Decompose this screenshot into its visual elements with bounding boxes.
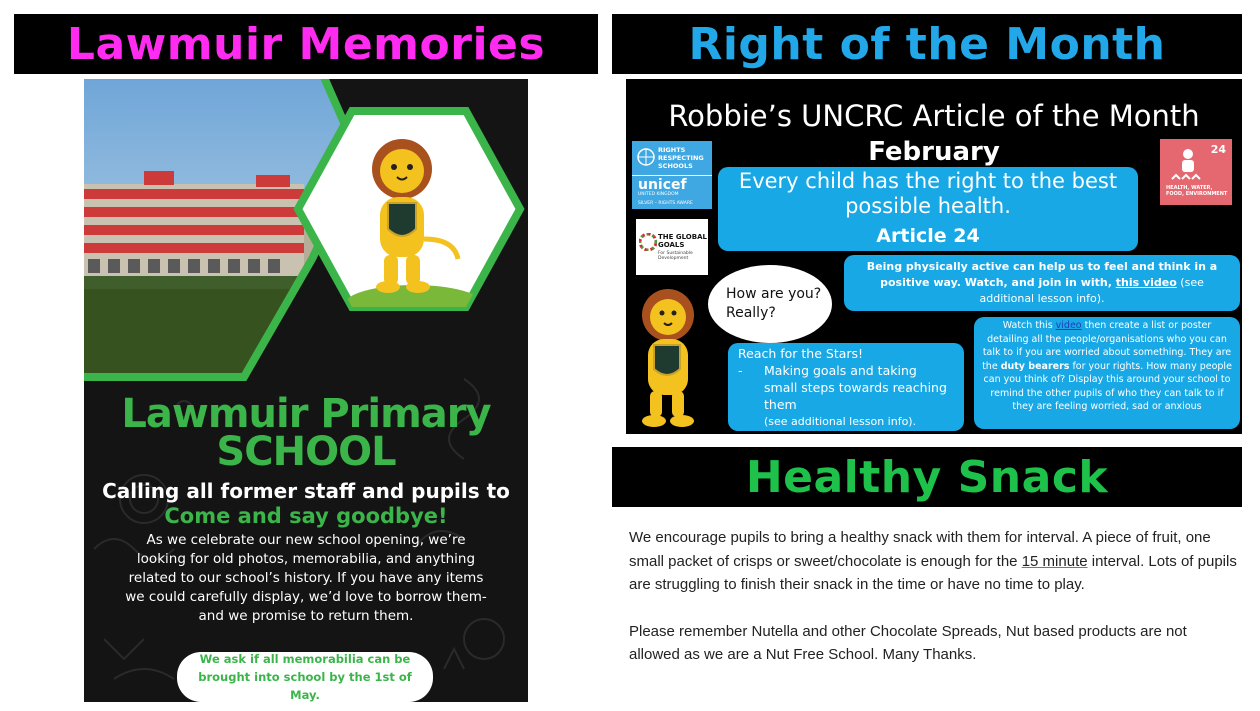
fifteen-minute-text: 15 minute: [1021, 552, 1088, 570]
article-number: Article 24: [876, 225, 980, 247]
right-of-the-month-panel: [626, 79, 1242, 434]
snack-paragraph-2: Please remember Nutella and other Chocolate Spreads, Nut based products are not allowed as we are a Nut Free School. Many Thanks.: [629, 622, 1187, 663]
sdg-number: 24: [1210, 143, 1226, 156]
healthy-snack-banner: Healthy Snack: [612, 447, 1242, 507]
unicef-rights-badge: [632, 141, 712, 209]
right-of-the-month-banner: Right of the Month: [612, 14, 1242, 74]
right-statement-box: [718, 167, 1138, 251]
bubble-line1: How are you?: [726, 286, 822, 302]
rrs-text: RIGHTS RESPECTING SCHOOLS: [658, 146, 704, 170]
video-link[interactable]: video: [1055, 320, 1082, 331]
global-goals-wheel-icon: [639, 233, 657, 251]
poster-call-heading: Calling all former staff and pupils to: [102, 479, 510, 503]
rrs-header: [632, 141, 712, 176]
reach-for-stars-box: [728, 343, 964, 431]
duty-bearers-text: duty bearers: [1000, 360, 1070, 372]
lawmuir-memories-banner: Lawmuir Memories: [14, 14, 598, 74]
bubble-line2: Really?: [726, 305, 776, 321]
snack-paragraph-1: We encourage pupils to bring a healthy snack with them for interval. A piece of fruit, one small packet of crisps or sweet/chocolate is enough for the 15 minute interval. Lots of pupils are struggling to finish their snack in the time or have no time to play.: [629, 529, 1237, 593]
poster-goodbye-heading: Come and say goodbye!: [164, 504, 448, 528]
stars-note: (see additional lesson info).: [764, 415, 917, 428]
poster-deadline-notice: We ask if all memorabilia can be brought into school by the 1st of May.: [177, 652, 433, 702]
sdg-label: HEALTH, WATER, FOOD, ENVIRONMENT: [1166, 185, 1228, 197]
rotm-title: Robbie’s UNCRC Article of the Month: [668, 99, 1200, 133]
healthy-snack-text: [629, 526, 1237, 667]
global-goals-sub: For Sustainable Development: [658, 251, 693, 261]
memories-poster: [84, 79, 528, 702]
right-statement: Every child has the right to the best possible health.: [738, 169, 1118, 218]
global-goals-badge: [636, 219, 708, 275]
school-name-line1: Lawmuir Primary: [121, 391, 491, 437]
unicef-logo: unicef: [638, 177, 687, 193]
physical-activity-box: [844, 255, 1240, 311]
globe-icon: [637, 148, 655, 166]
duty-bearers-box: Watch this video then create a list or poster detailing all the people/organisations who you can talk to if you are worried about something. They are the duty bearers for your rights. How many people can you think of? Display this around your school to remind the other pupils of who they can talk to if they are feeling worried, sad or anxious: [974, 317, 1240, 429]
health-icon: [1168, 147, 1208, 185]
sdg-article-badge: [1160, 139, 1232, 205]
robbie-lion-mascot: [632, 285, 712, 431]
school-name-line2: SCHOOL: [216, 429, 396, 475]
unicef-award: SILVER – RIGHTS AWARE: [638, 201, 693, 206]
speech-bubble: [708, 265, 832, 343]
rotm-month: [626, 137, 1242, 167]
this-video-link[interactable]: this video: [1115, 276, 1177, 289]
poster-body-text: As we celebrate our new school opening, we’re looking for old photos, memorabilia, and anything related to our school’s history. If you have any items we could carefully display, we’d love to borrow them- and we promise to return them.: [125, 532, 487, 624]
stars-bullet: -: [738, 363, 743, 378]
stars-item-text: Making goals and taking small steps towards reaching them: [764, 363, 947, 412]
month-label: February: [868, 137, 1000, 167]
stars-heading: Reach for the Stars!: [738, 346, 864, 361]
unicef-country: UNITED KINGDOM: [638, 192, 679, 197]
global-goals-text: THE GLOBAL GOALS: [658, 233, 707, 249]
physical-activity-text: Being physically active can help us to feel and think in a positive way. Watch, and join in with, this video (see additional lesson info).: [866, 260, 1218, 305]
